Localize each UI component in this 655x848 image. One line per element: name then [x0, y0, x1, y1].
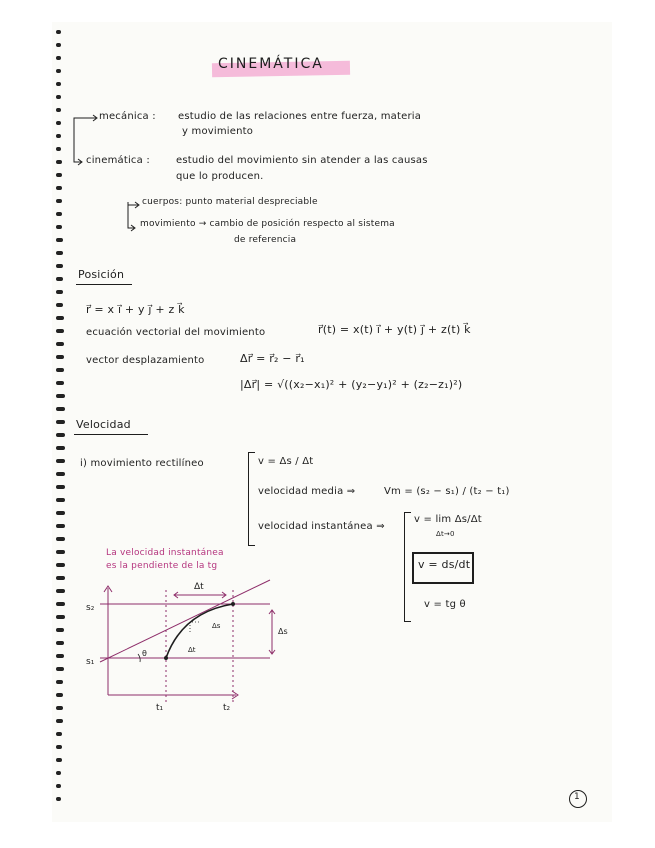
cinematica-definition-cont: que lo producen. — [176, 171, 264, 182]
cinematica-label: cinemática : — [86, 155, 150, 166]
pink-note-line1: La velocidad instantánea — [106, 548, 224, 558]
velocidad-instantanea-label: velocidad instantánea ⇒ — [258, 521, 385, 532]
velocidad-media-formula: Vm = (s₂ − s₁) / (t₂ − t₁) — [384, 486, 510, 497]
velocidad-media-label: velocidad media ⇒ — [258, 486, 356, 497]
limit-subscript: Δt→0 — [436, 530, 455, 538]
desplazamiento-formula: Δr⃗ = r⃗₂ − r⃗₁ — [240, 352, 305, 365]
mecanica-definition: estudio de las relaciones entre fuerza, materia — [178, 111, 422, 122]
section-heading-velocidad: Velocidad — [76, 418, 131, 431]
mecanica-definition-cont: y movimiento — [182, 126, 254, 137]
graph-label-ds-inner: Δs — [212, 622, 221, 630]
cuerpos-note: cuerpos: punto material despreciable — [142, 197, 318, 207]
modulo-formula: |Δr⃗| = √((x₂−x₁)² + (y₂−y₁)² + (z₂−z₁)²) — [240, 378, 463, 391]
graph-label-ds-right: Δs — [278, 627, 288, 636]
v-definition: v = Δs / Δt — [258, 456, 314, 467]
movimiento-note: movimiento → cambio de posición respecto al sistema — [140, 219, 395, 229]
pink-note-line2: es la pendiente de la tg — [106, 561, 218, 571]
desplazamiento-label: vector desplazamiento — [86, 355, 205, 366]
movimiento-note-cont: de referencia — [234, 235, 297, 245]
graph-label-theta: θ — [142, 649, 147, 658]
graph-label-t1: t₁ — [156, 703, 164, 713]
tangent-formula: v = tg θ — [424, 599, 466, 610]
graph-label-s2: s₂ — [86, 603, 95, 613]
section-heading-posicion: Posición — [78, 268, 125, 281]
graph-label-dt-top: Δt — [194, 582, 204, 592]
cinematica-definition: estudio del movimiento sin atender a las causas — [176, 155, 428, 166]
derivative-formula: v = ds/dt — [418, 558, 471, 571]
page-number: 1 — [574, 792, 580, 802]
graph-label-t2: t₂ — [223, 703, 231, 713]
ecuacion-formula: r⃗(t) = x(t) i⃗ + y(t) j⃗ + z(t) k⃗ — [318, 323, 471, 336]
position-vector: r⃗ = x i⃗ + y j⃗ + z k⃗ — [86, 303, 185, 316]
ecuacion-label: ecuación vectorial del movimiento — [86, 327, 266, 338]
page-title: CINEMÁTICA — [218, 56, 324, 72]
graph-label-dt-inner: Δt — [188, 646, 196, 654]
movimiento-rectilineo: i) movimiento rectilíneo — [80, 458, 204, 469]
mecanica-label: mecánica : — [99, 111, 156, 122]
limit-formula: v = lim Δs/Δt — [414, 514, 482, 525]
graph-label-s1: s₁ — [86, 657, 95, 667]
